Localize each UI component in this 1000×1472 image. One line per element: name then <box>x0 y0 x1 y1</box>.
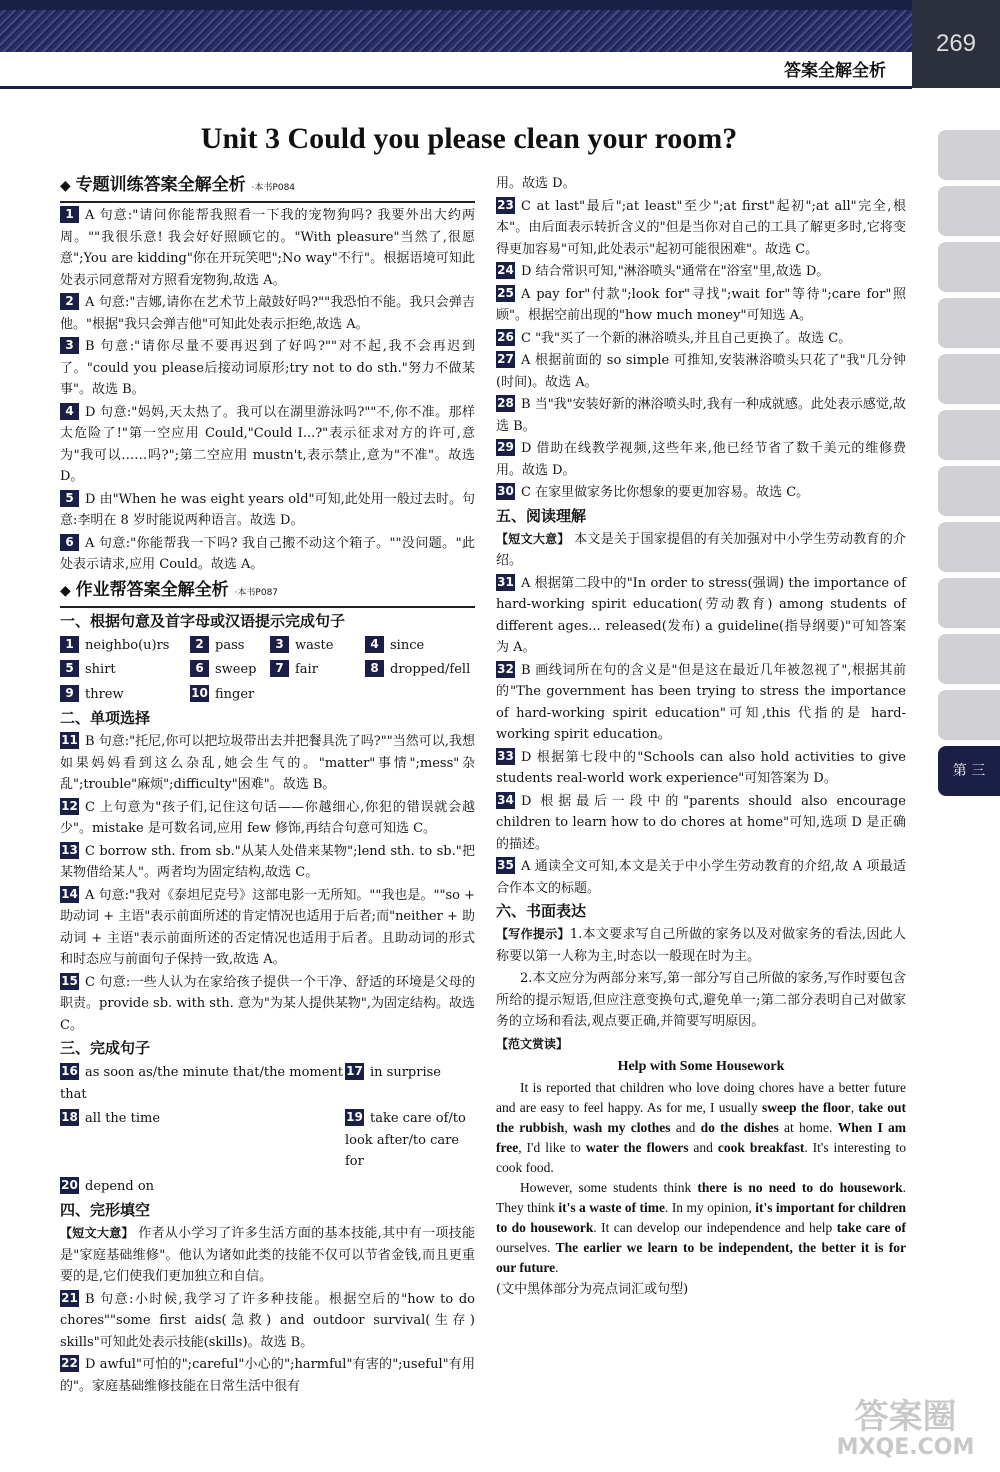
answer-cell <box>190 684 270 706</box>
summary: 【短文大意】 作者从小学习了许多生活方面的基本技能,其中有一项技能是"家庭基础维修"。他认为诸如此类的技能不仅可以节省金钱,而且更重要的是,它们使我们更加独立和自信。 <box>60 1226 475 1284</box>
part-title: 六、书面表达 <box>496 902 587 920</box>
answer-text: B 画线词所在句的含义是"但是这在最近几年被忽视了",根据其前的"The government has been trying to stress the importance of hard-working spirit education"可知,this 代指的是 hard-working spirit education。 <box>496 662 906 742</box>
question-number-badge: 4 <box>60 403 79 420</box>
side-tab[interactable] <box>938 410 1000 460</box>
answer-item <box>496 660 906 746</box>
question-number-badge: 17 <box>346 1064 363 1078</box>
question-number-badge: 3 <box>270 636 289 653</box>
answer-text: A 根据第二段中的"In order to stress(强调) the importance of hard-working spirit education(劳动教育) among students of different ages... released(发布) a guideline(指导纲要)"可知答案为 A。 <box>496 575 906 655</box>
answer-cell <box>365 635 475 657</box>
answer-item <box>496 196 906 261</box>
sample-tag: 【范文赏读】 <box>496 1036 569 1051</box>
answer-item <box>496 173 906 195</box>
answer-cell <box>60 659 190 681</box>
question-number-badge: 16 <box>61 1064 78 1078</box>
answer-item <box>60 336 475 401</box>
question-number-badge: 5 <box>60 660 79 677</box>
answer-text: as soon as/the minute that/the moment that <box>60 1065 344 1102</box>
part-title: 三、完成句子 <box>60 1039 151 1057</box>
answer-cell <box>190 635 270 657</box>
answer-text: waste <box>295 637 334 653</box>
answer-text: D 借助在线教学视频,这些年来,他已经节省了数千美元的维修费用。故选 D。 <box>496 441 906 478</box>
side-tab[interactable] <box>938 634 1000 684</box>
answer-list <box>60 1289 475 1398</box>
answer-text: B 句意:小时候,我学习了许多种技能。根据空后的"how to do chores""some first aids(急救) and outdoor survival(生存) skills"可知此处表示技能(skills)。故选 B。 <box>60 1291 475 1350</box>
answer-item <box>60 885 475 971</box>
part-title: 五、阅读理解 <box>496 506 587 525</box>
answer-text: sweep <box>215 662 257 677</box>
question-number-badge: 30 <box>497 484 514 498</box>
question-number-badge: 8 <box>365 660 384 677</box>
answer-text: C 在家里做家务比你想象的要更加容易。故选 C。 <box>521 485 810 500</box>
question-number-badge: 5 <box>60 490 79 507</box>
answer-item <box>496 394 906 437</box>
answer-text: D 结合常识可知,"淋浴喷头"通常在"浴室"里,故选 D。 <box>521 264 830 279</box>
answer-cell <box>60 635 190 657</box>
part-title: 四、完形填空 <box>60 1201 151 1219</box>
answer-text: A 句意:"吉娜,请你在艺术节上敲鼓好吗?""我恐怕不能。我只会弹吉他。"根据"我只会弹吉他"可知此处表示拒绝,故选 A。 <box>60 295 475 332</box>
answer-text: pass <box>215 637 245 653</box>
essay-paragraph: It is reported that children who love doing chores have a better future and are easy to feel happy. As for me, I usually sweep the floor, take out the rubbish, wash my clothes and do the dishes at home. When I am free, I'd like to water the flowers and cook breakfast. It's interesting to cook food. <box>496 1079 907 1175</box>
question-number-badge: 6 <box>190 660 209 677</box>
question-number-badge: 14 <box>61 886 78 901</box>
answer-text: D 根据第七段中的"Schools can also hold activities to give students real-world work experience"可知答案为 D。 <box>496 749 906 786</box>
answer-cell <box>270 635 365 657</box>
answer-item <box>496 791 906 856</box>
answer-cell <box>345 1062 475 1105</box>
answer-cell <box>60 684 190 706</box>
question-number-badge: 3 <box>60 337 79 354</box>
answer-item <box>60 292 475 335</box>
question-number-badge: 27 <box>497 352 514 366</box>
answer-text: neighbo(u)rs <box>85 637 170 653</box>
question-number-badge: 7 <box>270 660 289 677</box>
answer-item <box>496 328 906 350</box>
question-number-badge: 1 <box>60 206 79 223</box>
answer-text: A 句意:"你能帮我一下吗? 我自己搬不动这个箱子。""没问题。"此处表示请求,应用 Could。故选 A。 <box>60 535 475 572</box>
left-column <box>60 172 475 1398</box>
header-rule <box>0 86 912 89</box>
watermark: 答案圈 MXQE.COM <box>836 1397 975 1460</box>
essay-title: Help with Some Housework <box>617 1059 785 1074</box>
header-title: 答案全解全析 <box>784 61 886 81</box>
answer-item <box>60 533 475 576</box>
side-tab[interactable] <box>938 186 1000 236</box>
side-tab[interactable] <box>938 130 1000 180</box>
answer-text: fair <box>295 662 318 677</box>
answer-text: A pay for"付款";look for"寻找";wait for"等待";care for"照顾"。根据空前出现的"how much money"可知选 A。 <box>496 286 906 323</box>
answer-item <box>496 284 906 327</box>
answer-text: D 根据最后一段中的"parents should also encourage children to learn how to do chores at home"可知,选项 D 是正确的描述。 <box>496 793 906 852</box>
diamond-icon: ◆ <box>60 178 76 194</box>
question-number-badge: 13 <box>61 842 78 857</box>
answer-cell <box>345 1108 475 1173</box>
answer-text: in surprise <box>370 1065 441 1080</box>
answer-text: A 句意:"请问你能帮我照看一下我的宠物狗吗? 我要外出大约两周。""我很乐意! 我会好好照顾它的。"With pleasure"当然了,很愿意";You are kidding"你在开玩笑吧";No way"不行"。根据语境可知此处表示同意帮对方照看宠物狗,故选 A。 <box>60 208 475 288</box>
answer-text: since <box>390 637 425 653</box>
question-number-badge: 4 <box>365 636 384 653</box>
answer-text: 用。故选 D。 <box>496 176 576 191</box>
question-number-badge: 32 <box>497 661 514 676</box>
question-number-badge: 31 <box>497 574 514 589</box>
question-number-badge: 18 <box>61 1110 78 1124</box>
part-title: 二、单项选择 <box>60 709 151 727</box>
answer-grid <box>60 1062 475 1197</box>
diamond-icon: ◆ <box>60 582 76 599</box>
answer-text: A 句意:"我对《泰坦尼克号》这部电影一无所知。""我也是。""so + 助动词 + 主语"表示前面所述的肯定情况也适用于后者;而"neither + 助动词 + 主语"表示前面所述的否定情况也适用于后者。且助动词的形式和时态应与前面句子保持一致,故选 A。 <box>60 887 475 967</box>
answer-item <box>60 841 475 884</box>
answer-text: B 句意:"请你尽量不要再迟到了好吗?""对不起,我不会再迟到了。"could you please后接动词原形;try not to do sth."努力不做某事"。故选 B。 <box>60 339 475 397</box>
answer-list <box>496 573 906 900</box>
answer-text: D 句意:"妈妈,天太热了。我可以在湖里游泳吗?""不,你不准。那样太危险了!"第一空应用 Could,"Could I...?"表示征求对方的许可,意为"我可以……吗?";第二空应用 mustn't,表示禁止,意为"不准"。故选 D。 <box>60 404 475 484</box>
writing-tips: 【写作提示】1.本文要求写自己所做的家务以及对做家务的看法,因此人称要以第一人称为主,时态以一般现在时为主。 <box>496 927 906 964</box>
answer-text: D 由"When he was eight years old"可知,此处用一般过去时。句意:李明在 8 岁时能说两种语言。故选 D。 <box>60 491 475 528</box>
question-number-badge: 22 <box>61 1356 78 1370</box>
answer-item <box>60 972 475 1037</box>
answer-item <box>60 489 475 532</box>
answer-text: A 根据前面的 so simple 可推知,安装淋浴喷头只花了"我"几分钟(时间)。故选 A。 <box>496 353 906 390</box>
unit-title: Unit 3 Could you please clean your room? <box>200 122 738 155</box>
question-number-badge: 10 <box>191 685 208 700</box>
question-number-badge: 29 <box>497 440 514 454</box>
answer-text: C borrow sth. from sb."从某人处借来某物";lend sth. to sb."把某物借给某人"。两者均为固定结构,故选 C。 <box>60 843 475 880</box>
section-heading: ◆ 作业帮答案全解全析 ·本书P087 <box>60 577 475 608</box>
answer-list <box>60 205 475 576</box>
question-number-badge: 21 <box>61 1290 78 1305</box>
answer-cell <box>365 659 475 681</box>
side-tab[interactable] <box>938 298 1000 348</box>
answer-item <box>60 1289 475 1354</box>
side-tab[interactable] <box>938 354 1000 404</box>
question-number-badge: 19 <box>346 1110 363 1124</box>
answer-text: A 通读全文可知,本文是关于中小学生劳动教育的介绍,故 A 项最适合作本文的标题。 <box>496 859 906 896</box>
answer-item <box>496 438 906 481</box>
writing-tips: 2.本文应分为两部分来写,第一部分写自己所做的家务,写作时要包含所给的提示短语,但应注意变换句式,避免单一;第二部分表明自己对做家务的立场和看法,观点要正确,并简要写明原因。 <box>496 971 906 1029</box>
answer-text: C 句意:一些人认为在家给孩子提供一个干净、舒适的环境是父母的职责。provide sb. with sth. 意为"为某人提供某物",为固定结构。故选 C。 <box>60 974 475 1033</box>
question-number-badge: 2 <box>190 636 209 653</box>
answer-item <box>496 261 906 283</box>
answer-item <box>496 856 906 899</box>
header-band-top <box>0 0 1000 10</box>
answer-text: shirt <box>85 662 116 677</box>
answer-item <box>496 482 906 504</box>
side-tab-active[interactable]: 第 三 <box>938 746 1000 796</box>
answer-text: B 当"我"安装好新的淋浴喷头时,我有一种成就感。此处表示感觉,故选 B。 <box>496 397 906 434</box>
answer-cell <box>60 1062 345 1105</box>
side-tab[interactable] <box>938 466 1000 516</box>
answer-text: B 句意:"托尼,你可以把垃圾带出去并把餐具洗了吗?""当然可以,我想如果妈妈看到这么杂乱,她会生气的。"matter"事情";mess"杂乱";trouble"麻烦";difficulty"困难"。故选 B。 <box>60 734 475 792</box>
right-column <box>496 172 906 1301</box>
answer-grid <box>60 635 475 706</box>
answer-text: take care of/to look after/to care for <box>345 1111 466 1169</box>
question-number-badge: 15 <box>61 973 78 988</box>
answer-item <box>60 205 475 291</box>
side-tab[interactable] <box>938 522 1000 572</box>
question-number-badge: 2 <box>60 293 79 310</box>
answer-item <box>496 747 906 790</box>
essay <box>496 1078 906 1278</box>
answer-text: dropped/fell <box>390 662 471 677</box>
question-number-badge: 6 <box>60 534 79 551</box>
question-number-badge: 11 <box>61 733 78 747</box>
answer-cell <box>60 1176 345 1198</box>
answer-text: all the time <box>85 1111 161 1126</box>
answer-text: threw <box>85 686 124 702</box>
question-number-badge: 26 <box>497 329 514 344</box>
answer-item <box>496 573 906 659</box>
answer-cell <box>190 659 270 681</box>
question-number-badge: 23 <box>497 197 514 212</box>
part-title: 一、根据句意及首字母或汉语提示完成句子 <box>60 611 346 630</box>
question-number-badge: 25 <box>497 285 514 300</box>
question-number-badge: 24 <box>497 263 514 277</box>
answer-item <box>60 731 475 796</box>
question-number-badge: 12 <box>61 798 78 813</box>
summary: 【短文大意】 本文是关于国家提倡的有关加强对中小学生劳动教育的介绍。 <box>496 531 906 568</box>
side-tab[interactable] <box>938 242 1000 292</box>
answer-item <box>60 797 475 840</box>
answer-text: C "我"买了一个新的淋浴喷头,并且自己更换了。故选 C。 <box>521 330 852 346</box>
answer-text: C 上句意为"孩子们,记住这句话——你越细心,你犯的错误就会越少"。mistake 是可数名词,应用 few 修饰,再结合句意可知选 C。 <box>60 799 475 836</box>
answer-item <box>496 350 906 393</box>
answer-item <box>60 1354 475 1397</box>
answer-cell <box>270 659 365 681</box>
question-number-badge: 35 <box>497 858 514 872</box>
side-tab[interactable] <box>938 578 1000 628</box>
essay-paragraph: However, some students think there is no need to do housework. They think it's a waste of time. In my opinion, it's important for children to do housework. It can develop our independence and help take care of ourselves. The earlier we learn to be independent, the better it is for our future. <box>496 1179 907 1275</box>
question-number-badge: 9 <box>60 685 79 702</box>
note: (文中黑体部分为亮点词汇或句型) <box>496 1281 689 1297</box>
answer-text: finger <box>215 686 255 702</box>
section-heading: ◆ 专题训练答案全解全析 ·本书P084 <box>60 172 475 203</box>
question-number-badge: 34 <box>497 792 514 807</box>
answer-text: D awful"可怕的";careful"小心的";harmful"有害的";useful"有用的"。家庭基础维修技能在日常生活中很有 <box>60 1357 475 1394</box>
answer-cell <box>60 1108 345 1173</box>
question-number-badge: 28 <box>497 396 514 410</box>
page-number: 269 <box>912 0 1000 88</box>
answer-text: C at last"最后";at least"至少";at first"起初";at all"完全,根本"。由后面表示转折含义的"但是当你对自己的工具了解更多时,它将变得更加容易"可知,此处表示"起初可能很困难"。故选 C。 <box>496 198 906 257</box>
answer-list <box>60 731 475 1036</box>
question-number-badge: 1 <box>60 636 79 653</box>
question-number-badge: 33 <box>497 748 514 763</box>
question-number-badge: 20 <box>61 1177 78 1192</box>
answer-text: depend on <box>85 1178 155 1194</box>
answer-item <box>60 402 475 488</box>
side-tab[interactable] <box>938 690 1000 740</box>
side-tabs <box>938 130 1000 802</box>
answer-list <box>496 173 906 504</box>
